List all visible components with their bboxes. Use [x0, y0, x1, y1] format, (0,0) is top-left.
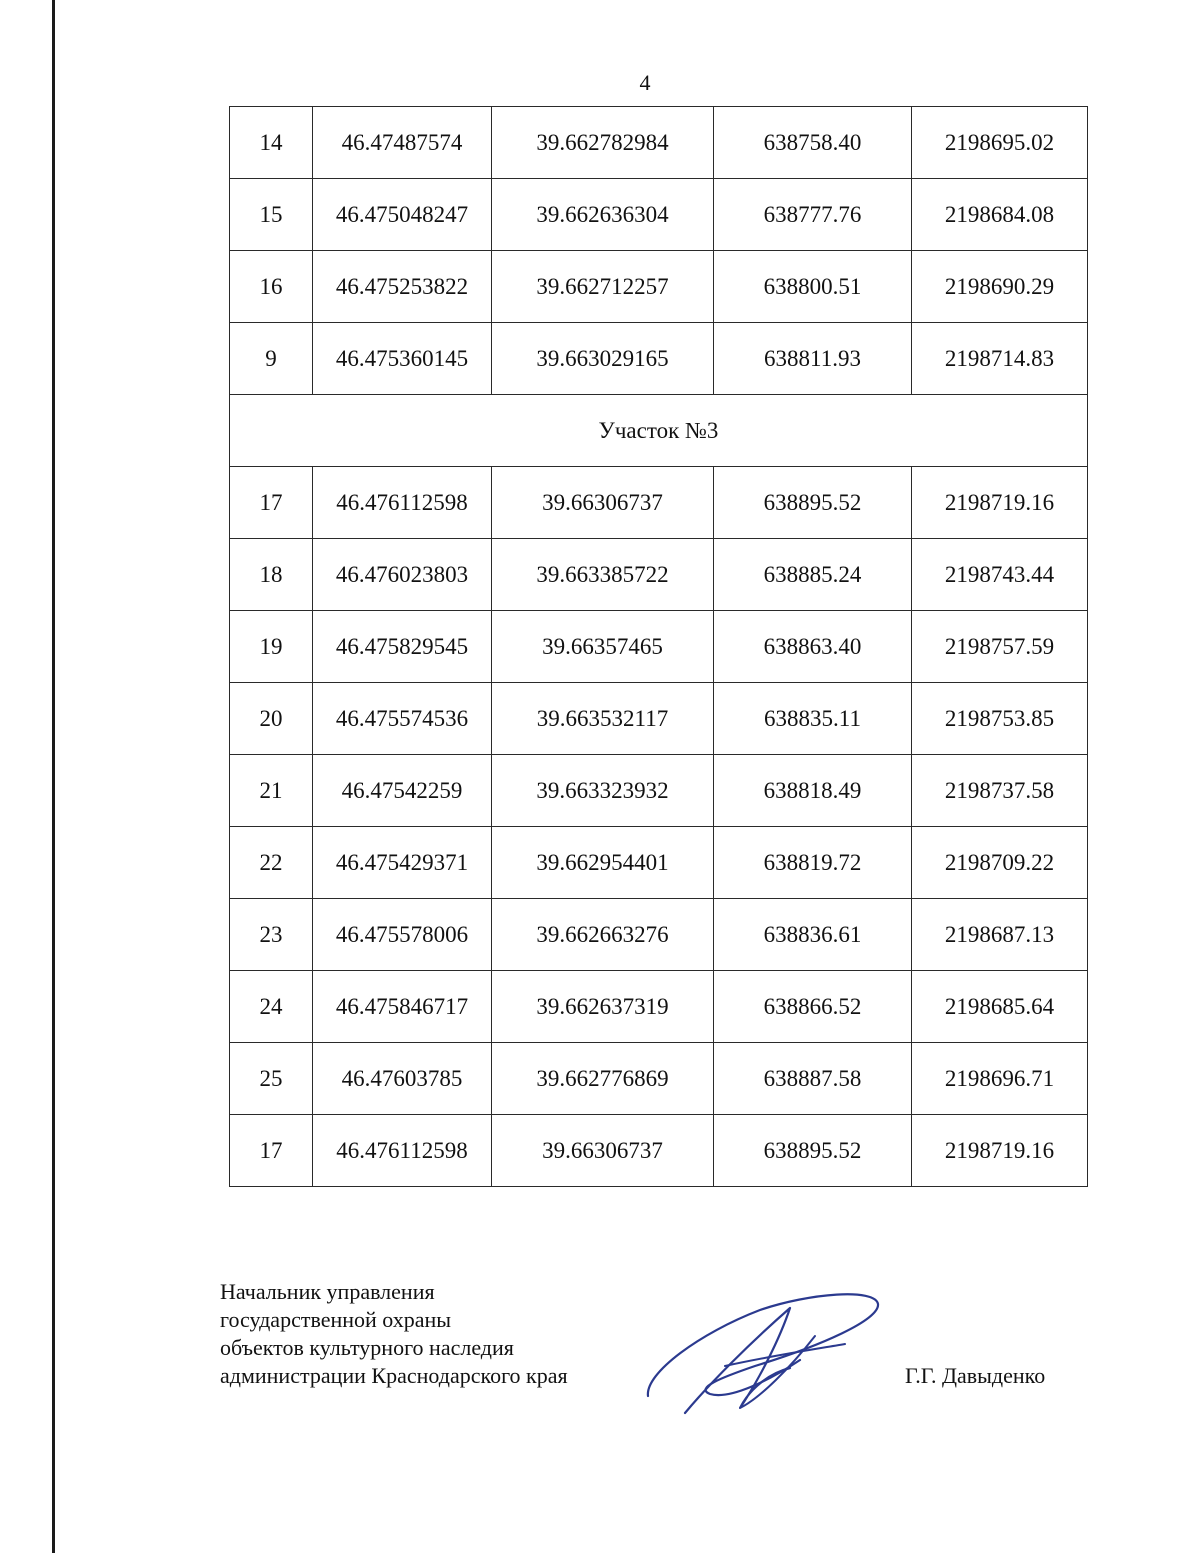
signer-name: Г.Г. Давыденко [905, 1363, 1046, 1388]
signer-position-line: государственной охраны [220, 1307, 452, 1332]
x-coordinate-cell: 638895.52 [714, 467, 912, 539]
table-row [230, 827, 1088, 899]
point-number-cell: 20 [230, 683, 313, 755]
signer-position-line: Начальник управления [220, 1279, 435, 1304]
table-row [230, 251, 1088, 323]
x-coordinate-cell: 638758.40 [714, 107, 912, 179]
longitude-cell: 39.662712257 [492, 251, 714, 323]
latitude-cell: 46.476023803 [313, 539, 492, 611]
y-coordinate-cell: 2198714.83 [912, 323, 1088, 395]
handwritten-signature [640, 1288, 890, 1423]
section-title: Участок №3 [230, 395, 1088, 467]
longitude-cell: 39.663323932 [492, 755, 714, 827]
y-coordinate-cell: 2198695.02 [912, 107, 1088, 179]
latitude-cell: 46.475846717 [313, 971, 492, 1043]
coordinates-table-body [230, 107, 1088, 1187]
point-number-cell: 17 [230, 1115, 313, 1187]
point-number-cell: 9 [230, 323, 313, 395]
latitude-cell: 46.476112598 [313, 467, 492, 539]
signature-stroke [725, 1336, 845, 1408]
latitude-cell: 46.475578006 [313, 899, 492, 971]
table-row [230, 683, 1088, 755]
table-row [230, 467, 1088, 539]
longitude-cell: 39.662954401 [492, 827, 714, 899]
x-coordinate-cell: 638885.24 [714, 539, 912, 611]
y-coordinate-cell: 2198684.08 [912, 179, 1088, 251]
point-number-cell: 22 [230, 827, 313, 899]
longitude-cell: 39.662636304 [492, 179, 714, 251]
x-coordinate-cell: 638819.72 [714, 827, 912, 899]
latitude-cell: 46.475574536 [313, 683, 492, 755]
x-coordinate-cell: 638835.11 [714, 683, 912, 755]
longitude-cell: 39.663385722 [492, 539, 714, 611]
point-number-cell: 15 [230, 179, 313, 251]
point-number-cell: 16 [230, 251, 313, 323]
table-row [230, 1043, 1088, 1115]
latitude-cell: 46.47487574 [313, 107, 492, 179]
latitude-cell: 46.475429371 [313, 827, 492, 899]
coordinates-table [229, 106, 1088, 1187]
table-row [230, 179, 1088, 251]
point-number-cell: 18 [230, 539, 313, 611]
x-coordinate-cell: 638777.76 [714, 179, 912, 251]
longitude-cell: 39.662776869 [492, 1043, 714, 1115]
signer-position-line: объектов культурного наследия [220, 1335, 514, 1360]
signer-position-line: администрации Краснодарского края [220, 1363, 568, 1388]
table-row [230, 323, 1088, 395]
longitude-cell: 39.663532117 [492, 683, 714, 755]
table-row [230, 539, 1088, 611]
page-left-border [52, 0, 55, 1553]
table-row [230, 611, 1088, 683]
y-coordinate-cell: 2198753.85 [912, 683, 1088, 755]
latitude-cell: 46.475829545 [313, 611, 492, 683]
y-coordinate-cell: 2198696.71 [912, 1043, 1088, 1115]
longitude-cell: 39.662782984 [492, 107, 714, 179]
y-coordinate-cell: 2198719.16 [912, 1115, 1088, 1187]
point-number-cell: 25 [230, 1043, 313, 1115]
point-number-cell: 17 [230, 467, 313, 539]
point-number-cell: 23 [230, 899, 313, 971]
table-row [230, 899, 1088, 971]
longitude-cell: 39.66306737 [492, 467, 714, 539]
y-coordinate-cell: 2198685.64 [912, 971, 1088, 1043]
latitude-cell: 46.47542259 [313, 755, 492, 827]
y-coordinate-cell: 2198690.29 [912, 251, 1088, 323]
longitude-cell: 39.662663276 [492, 899, 714, 971]
x-coordinate-cell: 638863.40 [714, 611, 912, 683]
longitude-cell: 39.663029165 [492, 323, 714, 395]
x-coordinate-cell: 638811.93 [714, 323, 912, 395]
latitude-cell: 46.475253822 [313, 251, 492, 323]
x-coordinate-cell: 638836.61 [714, 899, 912, 971]
signer-position [220, 1278, 568, 1390]
x-coordinate-cell: 638887.58 [714, 1043, 912, 1115]
x-coordinate-cell: 638800.51 [714, 251, 912, 323]
point-number-cell: 14 [230, 107, 313, 179]
y-coordinate-cell: 2198743.44 [912, 539, 1088, 611]
page-number: 4 [639, 70, 651, 95]
x-coordinate-cell: 638895.52 [714, 1115, 912, 1187]
longitude-cell: 39.66357465 [492, 611, 714, 683]
latitude-cell: 46.475360145 [313, 323, 492, 395]
table-row [230, 755, 1088, 827]
y-coordinate-cell: 2198709.22 [912, 827, 1088, 899]
point-number-cell: 19 [230, 611, 313, 683]
y-coordinate-cell: 2198737.58 [912, 755, 1088, 827]
longitude-cell: 39.66306737 [492, 1115, 714, 1187]
section-header-row [230, 395, 1088, 467]
y-coordinate-cell: 2198757.59 [912, 611, 1088, 683]
x-coordinate-cell: 638866.52 [714, 971, 912, 1043]
table-row [230, 971, 1088, 1043]
point-number-cell: 21 [230, 755, 313, 827]
table-row [230, 1115, 1088, 1187]
latitude-cell: 46.476112598 [313, 1115, 492, 1187]
longitude-cell: 39.662637319 [492, 971, 714, 1043]
table-row [230, 107, 1088, 179]
x-coordinate-cell: 638818.49 [714, 755, 912, 827]
point-number-cell: 24 [230, 971, 313, 1043]
y-coordinate-cell: 2198719.16 [912, 467, 1088, 539]
latitude-cell: 46.47603785 [313, 1043, 492, 1115]
y-coordinate-cell: 2198687.13 [912, 899, 1088, 971]
latitude-cell: 46.475048247 [313, 179, 492, 251]
